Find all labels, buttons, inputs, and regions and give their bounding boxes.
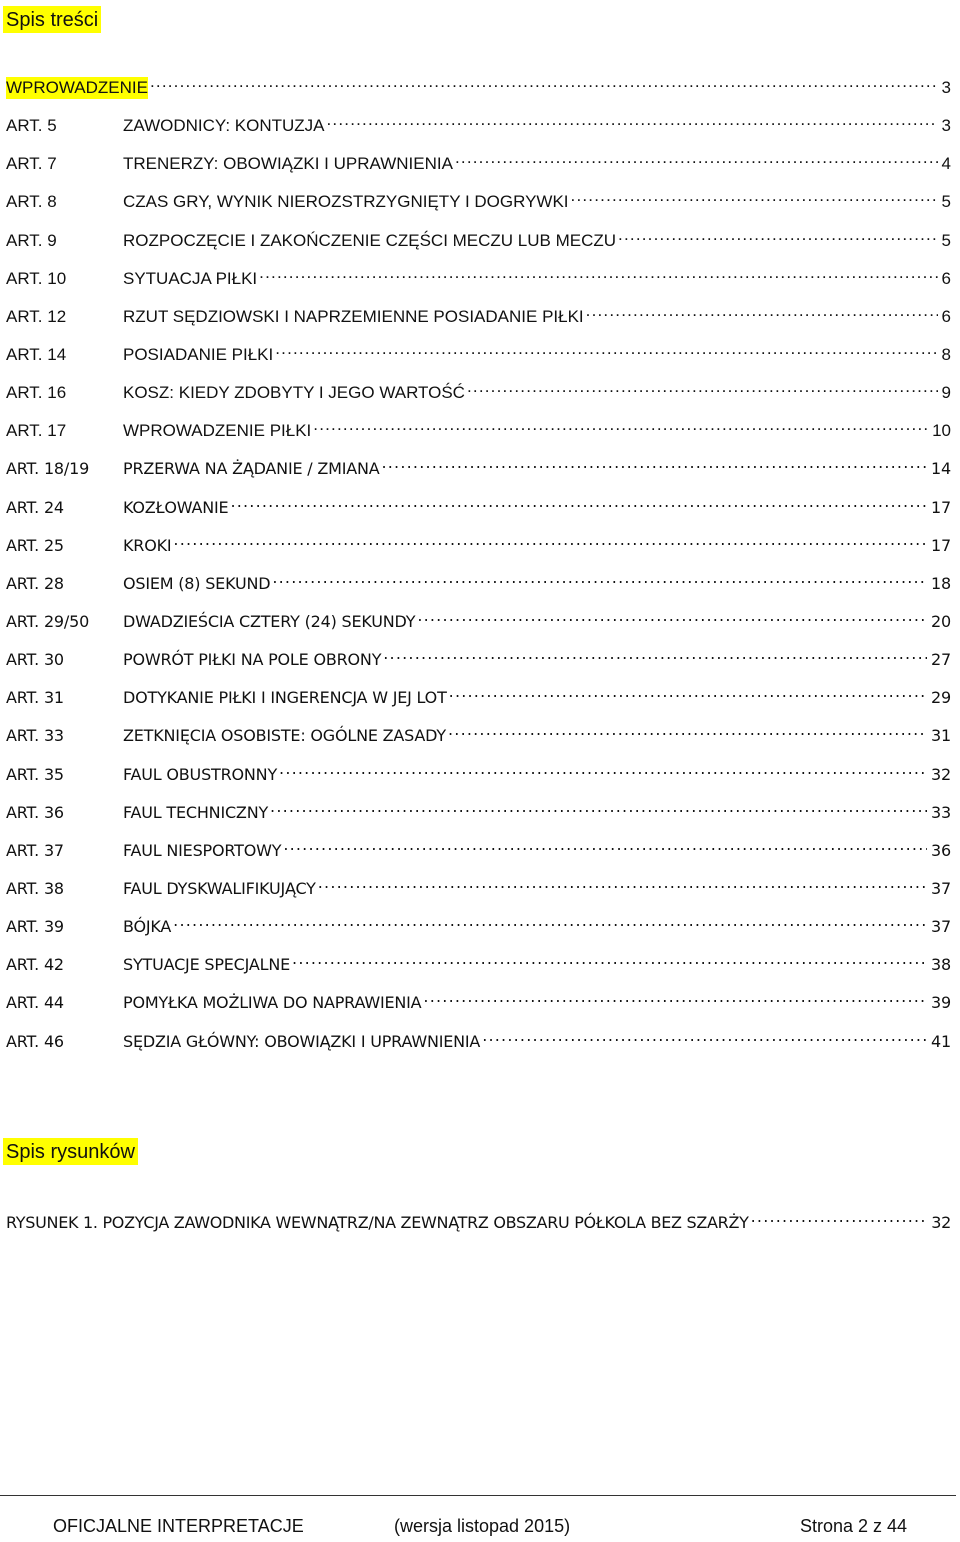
leader-dots (381, 452, 927, 474)
toc-entry-article: ART. 33 (6, 726, 64, 746)
leader-dots (173, 910, 927, 932)
leader-dots (455, 147, 938, 169)
toc-heading: Spis treści (3, 6, 101, 33)
leader-dots (283, 834, 927, 856)
toc-entry[interactable] (6, 414, 951, 452)
toc-entry[interactable] (6, 796, 951, 834)
toc-entry[interactable] (6, 71, 951, 109)
toc-entry-page: 3 (941, 116, 951, 136)
footer-version-text: (wersja listopad 2015) (394, 1516, 571, 1536)
leader-dots (571, 185, 938, 207)
toc-entry[interactable] (6, 719, 951, 757)
toc-entry[interactable] (6, 681, 951, 719)
toc-entry-article: ART. 36 (6, 802, 64, 822)
toc-entry-title: KROKI (123, 535, 172, 555)
toc-entry-page: 20 (931, 611, 951, 631)
toc-entry-page: 6 (941, 268, 951, 288)
figure-page: 32 (931, 1213, 951, 1232)
leader-dots (313, 414, 928, 436)
figure-title: RYSUNEK 1. POZYCJA ZAWODNIKA WEWNĄTRZ/NA ZEWNĄTRZ OBSZARU PÓŁKOLA BEZ SZARŻY (6, 1213, 749, 1232)
toc-entry-page: 18 (931, 573, 951, 593)
toc-entry[interactable] (6, 185, 951, 223)
toc-entry-page: 31 (931, 726, 951, 746)
leader-dots (272, 567, 927, 589)
toc-entry-article: ART. 44 (6, 993, 64, 1013)
toc-entry-title: DOTYKANIE PIŁKI I INGERENCJA W JEJ LOT (123, 688, 447, 708)
toc-entry[interactable] (6, 300, 951, 338)
figure-entry[interactable] (6, 1206, 951, 1234)
leader-dots (482, 1025, 927, 1047)
footer-left-text: OFICJALNE INTERPRETACJE (53, 1516, 304, 1536)
toc-entry-article: ART. 42 (6, 955, 64, 975)
toc-entry[interactable] (6, 758, 951, 796)
leader-dots (173, 529, 927, 551)
toc-entry-article: ART. 37 (6, 840, 64, 860)
toc-entry-page: 37 (931, 917, 951, 937)
leader-dots (423, 986, 927, 1008)
toc-entry[interactable] (6, 872, 951, 910)
footer-divider (0, 1495, 956, 1496)
leader-dots (383, 643, 927, 665)
toc-entry-page: 5 (941, 192, 951, 212)
toc-entry-article: ART. 25 (6, 535, 64, 555)
toc-entry[interactable] (6, 948, 951, 986)
toc-entry-page: 29 (931, 688, 951, 708)
toc-entry-page: 9 (941, 383, 951, 403)
toc-entry-page: 27 (931, 650, 951, 670)
toc-entry-title: FAUL DYSKWALIFIKUJĄCY (123, 878, 316, 898)
leader-dots (150, 71, 938, 93)
toc-entry-article: ART. 28 (6, 573, 64, 593)
leader-dots (327, 109, 938, 131)
toc-entry-title: POWRÓT PIŁKI NA POLE OBRONY (123, 650, 382, 670)
toc-entry[interactable] (6, 109, 951, 147)
toc-entry-title: PRZERWA NA ŻĄDANIE / ZMIANA (123, 459, 380, 479)
leader-dots (449, 681, 927, 703)
toc-entry[interactable] (6, 986, 951, 1024)
toc-entry-article: ART. 9 (6, 230, 57, 250)
toc-entry-page: 41 (931, 1031, 951, 1051)
toc-entry-page: 8 (941, 344, 951, 364)
toc-entry-title: SYTUACJA PIŁKI (123, 268, 258, 288)
toc-entry-article: ART. 8 (6, 192, 57, 212)
toc-entry-page: 39 (931, 993, 951, 1013)
toc-entry[interactable] (6, 529, 951, 567)
toc-entry-article: ART. 17 (6, 421, 67, 441)
toc-entry[interactable] (6, 147, 951, 185)
toc-entry-title: ZAWODNICY: KONTUZJA (123, 116, 325, 136)
toc-entry-title: KOZŁOWANIE (123, 497, 229, 517)
leader-dots (230, 491, 927, 513)
toc-entry[interactable] (6, 452, 951, 490)
toc-entry[interactable] (6, 567, 951, 605)
leader-dots (318, 872, 927, 894)
leader-dots (270, 796, 927, 818)
leader-dots (259, 262, 937, 284)
toc-entry-article: ART. 5 (6, 116, 57, 136)
toc-entry[interactable] (6, 605, 951, 643)
toc-entry-title: BÓJKA (123, 917, 172, 937)
leader-dots (448, 719, 927, 741)
toc-entry-title: FAUL OBUSTRONNY (123, 764, 278, 784)
toc-entry-title: CZAS GRY, WYNIK NIEROZSTRZYGNIĘTY I DOGRYWKI (123, 192, 569, 212)
toc-entry-article: ART. 35 (6, 764, 64, 784)
toc-entry[interactable] (6, 376, 951, 414)
leader-dots (467, 376, 938, 398)
toc-entry-article: ART. 30 (6, 650, 64, 670)
toc-entry-title: POSIADANIE PIŁKI (123, 344, 274, 364)
toc-entry-page: 6 (941, 306, 951, 326)
toc-entry-title: SYTUACJE SPECJALNE (123, 955, 291, 975)
toc-entry-article: ART. 46 (6, 1031, 64, 1051)
toc-entry-page: 10 (932, 421, 951, 441)
toc-entry[interactable] (6, 643, 951, 681)
toc-entry-article: ART. 39 (6, 917, 64, 937)
toc-entry-article: ART. 10 (6, 268, 67, 288)
toc-entry[interactable] (6, 834, 951, 872)
toc-entry-article: ART. 38 (6, 878, 64, 898)
toc-entry-article: ART. 29/50 (6, 611, 90, 631)
toc-entry[interactable] (6, 262, 951, 300)
toc-entry-intro-label: WPROWADZENIE (6, 78, 148, 97)
toc-entry[interactable] (6, 338, 951, 376)
toc-entry-article: ART. 24 (6, 497, 64, 517)
toc-entry-article: ART. 14 (6, 344, 67, 364)
toc-entry-title: KOSZ: KIEDY ZDOBYTY I JEGO WARTOŚĆ (123, 383, 465, 403)
leader-dots (618, 224, 937, 246)
toc-entry-page: 17 (931, 535, 951, 555)
toc-entry-page: 32 (931, 764, 951, 784)
toc-entry-article: ART. 31 (6, 688, 64, 708)
leader-dots (275, 338, 937, 360)
toc-entry-title: POMYŁKA MOŻLIWA DO NAPRAWIENIA (123, 993, 422, 1013)
toc-entry-article: ART. 7 (6, 154, 57, 174)
footer-page-number: Strona 2 z 44 (800, 1516, 908, 1536)
figures-heading: Spis rysunków (3, 1138, 138, 1165)
toc-entry-title: DWADZIEŚCIA CZTERY (24) SEKUNDY (123, 611, 416, 631)
leader-dots (292, 948, 927, 970)
toc-entry-title: SĘDZIA GŁÓWNY: OBOWIĄZKI I UPRAWNIENIA (123, 1031, 481, 1051)
toc-entry-title: ROZPOCZĘCIE I ZAKOŃCZENIE CZĘŚCI MECZU LUB MECZU (123, 230, 617, 250)
leader-dots (279, 758, 927, 780)
toc-entry-title: WPROWADZENIE PIŁKI (123, 421, 312, 441)
toc-entry-page: 38 (931, 955, 951, 975)
toc-entry-title: FAUL NIESPORTOWY (123, 840, 282, 860)
toc-entry-page: 3 (941, 78, 951, 97)
toc-entry-article: ART. 12 (6, 306, 67, 326)
toc-entry-page: 14 (931, 459, 951, 479)
toc-entry-title: FAUL TECHNICZNY (123, 802, 269, 822)
toc-entry-page: 33 (931, 802, 951, 822)
toc-entry-page: 5 (941, 230, 951, 250)
toc-entry-page: 17 (931, 497, 951, 517)
toc-entry-article: ART. 18/19 (6, 459, 90, 479)
toc-entry-article: ART. 16 (6, 383, 67, 403)
toc-entry[interactable] (6, 491, 951, 529)
toc-entry[interactable] (6, 910, 951, 948)
table-of-contents (6, 71, 951, 1063)
toc-entry-title: ZETKNIĘCIA OSOBISTE: OGÓLNE ZASADY (123, 726, 446, 746)
leader-dots (586, 300, 938, 322)
leader-dots (417, 605, 927, 627)
toc-entry[interactable] (6, 1025, 951, 1063)
toc-entry-title: TRENERZY: OBOWIĄZKI I UPRAWNIENIA (123, 154, 453, 174)
toc-entry-page: 4 (941, 154, 951, 174)
toc-entry[interactable] (6, 224, 951, 262)
toc-entry-title: RZUT SĘDZIOWSKI I NAPRZEMIENNE POSIADANIE PIŁKI (123, 306, 584, 326)
leader-dots (751, 1206, 928, 1228)
toc-entry-page: 36 (931, 840, 951, 860)
toc-entry-page: 37 (931, 878, 951, 898)
toc-entry-title: OSIEM (8) SEKUND (123, 573, 271, 593)
